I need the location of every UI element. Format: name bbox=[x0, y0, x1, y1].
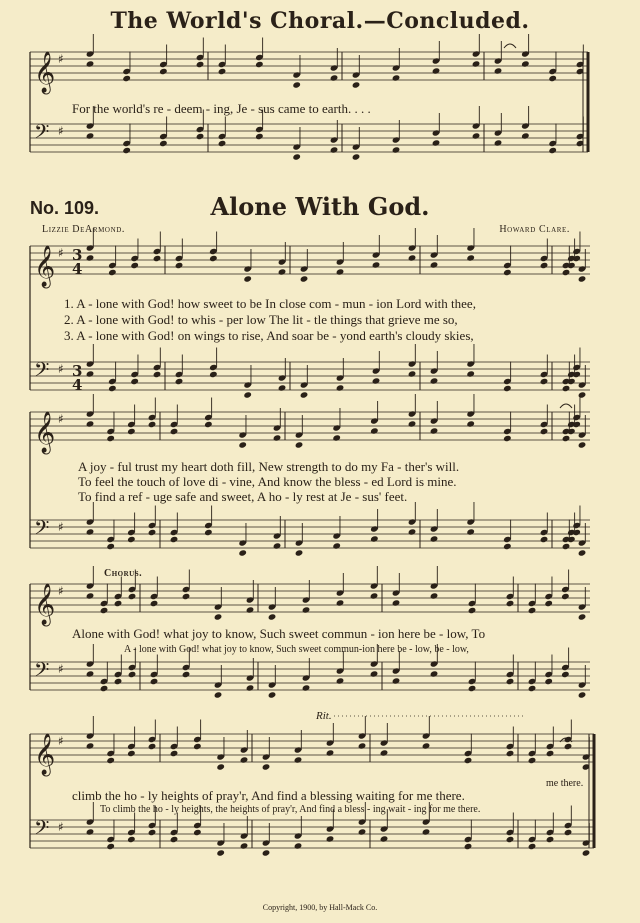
note-head bbox=[521, 60, 530, 67]
note-head bbox=[170, 836, 179, 843]
note-head bbox=[432, 139, 441, 146]
note-head bbox=[528, 685, 537, 692]
note-head bbox=[196, 61, 205, 68]
note-head bbox=[332, 434, 341, 441]
note-head bbox=[572, 529, 581, 536]
note-head bbox=[175, 262, 184, 269]
note-head bbox=[246, 684, 255, 691]
note-head bbox=[106, 543, 115, 550]
note-head bbox=[430, 261, 439, 268]
note-head bbox=[332, 542, 341, 549]
note-head bbox=[153, 255, 162, 262]
bass-clef-icon: 𝄢 bbox=[34, 816, 50, 844]
chorus-label: Chorus. bbox=[104, 568, 143, 579]
note-head bbox=[106, 843, 115, 850]
note-head bbox=[86, 60, 95, 67]
note-head bbox=[352, 81, 361, 88]
copyright: Copyright, 1900, by Hall-Mack Co. bbox=[262, 903, 378, 912]
note-head bbox=[268, 691, 277, 698]
note-head bbox=[262, 763, 271, 770]
sharp-icon: ♯ bbox=[58, 820, 64, 834]
note-head bbox=[567, 378, 576, 385]
note-head bbox=[466, 370, 475, 377]
note-head bbox=[578, 275, 587, 282]
fermata-icon bbox=[504, 44, 516, 48]
bass-clef-icon: 𝄢 bbox=[34, 658, 50, 686]
note-head bbox=[562, 385, 571, 392]
ritardando-mark: Rit. bbox=[316, 710, 332, 722]
note-head bbox=[468, 607, 477, 614]
note-head bbox=[330, 74, 339, 81]
note-head bbox=[295, 441, 304, 448]
final-lyric: climb the ho - ly heights of pray'r, And find a blessing waiting for me there. bbox=[72, 788, 465, 803]
note-head bbox=[506, 750, 515, 757]
lyricist-credit: Lizzie DeArmond. bbox=[42, 224, 125, 235]
note-head bbox=[503, 385, 512, 392]
note-head bbox=[170, 536, 179, 543]
hymn-title: Alone With God. bbox=[210, 192, 430, 221]
note-head bbox=[540, 536, 549, 543]
note-head bbox=[100, 685, 109, 692]
note-head bbox=[562, 269, 571, 276]
note-head bbox=[106, 435, 115, 442]
note-head bbox=[262, 849, 271, 856]
sharp-icon: ♯ bbox=[58, 584, 64, 598]
note-head bbox=[182, 593, 191, 600]
note-head bbox=[336, 384, 345, 391]
note-head bbox=[122, 75, 131, 82]
note-head bbox=[86, 828, 95, 835]
note-head bbox=[562, 435, 571, 442]
note-head bbox=[268, 613, 277, 620]
note-head bbox=[472, 60, 481, 67]
system2-verse1: A joy - ful trust my heart doth fill, New strength to do my Fa - ther's will. bbox=[78, 459, 460, 474]
note-head bbox=[336, 599, 345, 606]
note-head bbox=[243, 275, 252, 282]
note-head bbox=[392, 74, 401, 81]
note-head bbox=[255, 61, 264, 68]
treble-clef-icon: 𝄞 bbox=[34, 246, 56, 287]
note-head bbox=[548, 75, 557, 82]
note-head bbox=[494, 67, 503, 74]
note-head bbox=[564, 743, 573, 750]
note-head bbox=[216, 763, 225, 770]
note-head bbox=[127, 536, 136, 543]
note-head bbox=[506, 600, 515, 607]
bass-clef-icon: 𝄢 bbox=[34, 516, 50, 544]
note-head bbox=[214, 613, 223, 620]
note-head bbox=[148, 829, 157, 836]
concluded-lyric: For the world's re - deem - ing, Je - sus came to earth. . . . bbox=[72, 101, 371, 116]
note-head bbox=[430, 670, 439, 677]
note-head bbox=[127, 836, 136, 843]
note-head bbox=[204, 421, 213, 428]
note-head bbox=[572, 421, 581, 428]
note-head bbox=[193, 829, 202, 836]
note-head bbox=[159, 68, 168, 75]
note-head bbox=[148, 421, 157, 428]
note-head bbox=[468, 685, 477, 692]
note-head bbox=[170, 750, 179, 757]
note-head bbox=[528, 757, 537, 764]
note-head bbox=[380, 749, 389, 756]
note-head bbox=[128, 593, 137, 600]
note-head bbox=[422, 742, 431, 749]
note-head bbox=[240, 842, 249, 849]
note-head bbox=[86, 132, 95, 139]
chorus-lower-lyric: A - lone with God! what joy to know, Such sweet commun-ion here be - low, be - low, bbox=[124, 644, 469, 655]
note-head bbox=[408, 420, 417, 427]
note-head bbox=[567, 262, 576, 269]
note-head bbox=[503, 543, 512, 550]
note-head bbox=[218, 68, 227, 75]
note-head bbox=[464, 843, 473, 850]
note-head bbox=[370, 670, 379, 677]
note-head bbox=[196, 133, 205, 140]
note-head bbox=[562, 543, 571, 550]
note-head bbox=[127, 428, 136, 435]
note-head bbox=[372, 261, 381, 268]
note-head bbox=[100, 607, 109, 614]
note-head bbox=[170, 428, 179, 435]
sharp-icon: ♯ bbox=[58, 124, 64, 138]
note-head bbox=[128, 671, 137, 678]
note-head bbox=[494, 139, 503, 146]
note-head bbox=[432, 67, 441, 74]
note-head bbox=[209, 255, 218, 262]
note-head bbox=[300, 275, 309, 282]
note-head bbox=[238, 549, 247, 556]
note-head bbox=[464, 757, 473, 764]
sharp-icon: ♯ bbox=[58, 362, 64, 376]
note-head bbox=[148, 743, 157, 750]
note-head bbox=[540, 262, 549, 269]
treble-clef-icon: 𝄞 bbox=[34, 734, 56, 775]
note-head bbox=[567, 428, 576, 435]
note-head bbox=[294, 756, 303, 763]
note-head bbox=[370, 427, 379, 434]
note-head bbox=[392, 599, 401, 606]
note-head bbox=[352, 153, 361, 160]
system1-verse1: 1. A - lone with God! how sweet to be In close com - mun - ion Lord with thee, bbox=[64, 296, 476, 311]
note-head bbox=[380, 835, 389, 842]
note-head bbox=[278, 268, 287, 275]
note-head bbox=[392, 677, 401, 684]
sharp-icon: ♯ bbox=[58, 662, 64, 676]
note-head bbox=[546, 750, 555, 757]
note-head bbox=[86, 592, 95, 599]
note-head bbox=[106, 757, 115, 764]
sharp-icon: ♯ bbox=[58, 412, 64, 426]
note-head bbox=[506, 678, 515, 685]
note-head bbox=[572, 255, 581, 262]
note-head bbox=[148, 529, 157, 536]
note-head bbox=[578, 613, 587, 620]
note-head bbox=[246, 606, 255, 613]
note-head bbox=[294, 842, 303, 849]
system2-verse3: To find a ref - uge safe and sweet, A ho - ly rest at Je - sus' feet. bbox=[78, 489, 408, 504]
note-head bbox=[336, 268, 345, 275]
note-head bbox=[544, 678, 553, 685]
note-head bbox=[153, 371, 162, 378]
note-head bbox=[302, 606, 311, 613]
note-head bbox=[572, 371, 581, 378]
treble-clef-icon: 𝄞 bbox=[34, 412, 56, 453]
final-lower-lyric: To climb the ho - ly heights, the heights of pray'r, And find a bless - ing wait - ing for me there. bbox=[100, 804, 481, 815]
note-head bbox=[528, 607, 537, 614]
note-head bbox=[521, 132, 530, 139]
note-head bbox=[292, 153, 301, 160]
note-head bbox=[503, 269, 512, 276]
note-head bbox=[430, 427, 439, 434]
note-head bbox=[567, 536, 576, 543]
note-head bbox=[540, 428, 549, 435]
page-title: The World's Choral.—Concluded. bbox=[110, 8, 530, 34]
note-head bbox=[108, 269, 117, 276]
note-head bbox=[127, 750, 136, 757]
note-head bbox=[86, 420, 95, 427]
note-head bbox=[503, 435, 512, 442]
note-head bbox=[358, 828, 367, 835]
hymn-number: No. 109. bbox=[30, 198, 100, 218]
note-head bbox=[472, 132, 481, 139]
note-head bbox=[193, 743, 202, 750]
note-head bbox=[336, 677, 345, 684]
note-head bbox=[114, 600, 123, 607]
note-head bbox=[578, 549, 587, 556]
note-head bbox=[86, 254, 95, 261]
note-head bbox=[326, 835, 335, 842]
note-head bbox=[216, 849, 225, 856]
note-head bbox=[243, 391, 252, 398]
note-head bbox=[130, 262, 139, 269]
note-head bbox=[578, 441, 587, 448]
note-head bbox=[326, 749, 335, 756]
note-head bbox=[86, 670, 95, 677]
note-head bbox=[182, 671, 191, 678]
note-head bbox=[578, 391, 587, 398]
note-head bbox=[546, 836, 555, 843]
note-head bbox=[466, 254, 475, 261]
sharp-icon: ♯ bbox=[58, 734, 64, 748]
note-head bbox=[302, 684, 311, 691]
note-head bbox=[130, 378, 139, 385]
note-head bbox=[114, 678, 123, 685]
note-head bbox=[255, 133, 264, 140]
note-head bbox=[218, 140, 227, 147]
note-head bbox=[238, 441, 247, 448]
note-head bbox=[430, 592, 439, 599]
note-head bbox=[122, 147, 131, 154]
note-head bbox=[278, 384, 287, 391]
note-head bbox=[86, 742, 95, 749]
system2-verse2: To feel the touch of love di - vine, And know the bless - ed Lord is mine. bbox=[78, 474, 457, 489]
note-head bbox=[408, 254, 417, 261]
bass-clef-icon: 𝄢 bbox=[34, 120, 50, 148]
note-head bbox=[544, 600, 553, 607]
note-head bbox=[240, 756, 249, 763]
note-head bbox=[108, 385, 117, 392]
note-head bbox=[548, 147, 557, 154]
note-head bbox=[408, 528, 417, 535]
note-head bbox=[582, 849, 591, 856]
note-head bbox=[214, 691, 223, 698]
note-head bbox=[209, 371, 218, 378]
note-head bbox=[564, 829, 573, 836]
note-head bbox=[506, 836, 515, 843]
system1-verse3: 3. A - lone with God! on wings to rise, And soar be - yond earth's cloudy skies, bbox=[64, 328, 474, 343]
treble-clef-icon: 𝄞 bbox=[34, 52, 56, 93]
time-signature-bottom: 4 bbox=[72, 260, 83, 278]
note-head bbox=[358, 742, 367, 749]
sharp-icon: ♯ bbox=[58, 520, 64, 534]
time-signature-bottom: 4 bbox=[72, 376, 83, 394]
note-head bbox=[466, 528, 475, 535]
note-head bbox=[273, 542, 282, 549]
note-head bbox=[370, 535, 379, 542]
fermata-icon bbox=[560, 404, 572, 408]
note-head bbox=[372, 377, 381, 384]
note-head bbox=[370, 592, 379, 599]
note-head bbox=[561, 593, 570, 600]
chorus-lyric: Alone with God! what joy to know, Such sweet commun - ion here be - low, To bbox=[72, 626, 486, 641]
note-head bbox=[273, 434, 282, 441]
note-head bbox=[150, 678, 159, 685]
note-head bbox=[578, 691, 587, 698]
treble-clef-icon: 𝄞 bbox=[34, 584, 56, 625]
note-head bbox=[422, 828, 431, 835]
note-head bbox=[528, 843, 537, 850]
note-head bbox=[300, 391, 309, 398]
note-head bbox=[466, 420, 475, 427]
note-head bbox=[540, 378, 549, 385]
sharp-icon: ♯ bbox=[58, 246, 64, 260]
bass-clef-icon: 𝄢 bbox=[34, 358, 50, 386]
note-head bbox=[204, 529, 213, 536]
note-head bbox=[295, 549, 304, 556]
note-head bbox=[150, 600, 159, 607]
note-head bbox=[430, 377, 439, 384]
note-head bbox=[408, 370, 417, 377]
time-signature-top: 3 bbox=[72, 246, 83, 264]
system1-verse2: 2. A - lone with God! to whis - per low The lit - tle things that grieve me so, bbox=[64, 312, 458, 327]
note-head bbox=[86, 370, 95, 377]
composer-credit: Howard Clare. bbox=[499, 224, 570, 235]
note-head bbox=[292, 81, 301, 88]
note-head bbox=[430, 535, 439, 542]
note-head bbox=[561, 671, 570, 678]
final-echo-lyric: me there. bbox=[546, 778, 584, 789]
note-head bbox=[392, 146, 401, 153]
note-head bbox=[330, 146, 339, 153]
note-head bbox=[86, 528, 95, 535]
note-head bbox=[175, 378, 184, 385]
time-signature-top: 3 bbox=[72, 362, 83, 380]
sharp-icon: ♯ bbox=[58, 52, 64, 66]
note-head bbox=[159, 140, 168, 147]
